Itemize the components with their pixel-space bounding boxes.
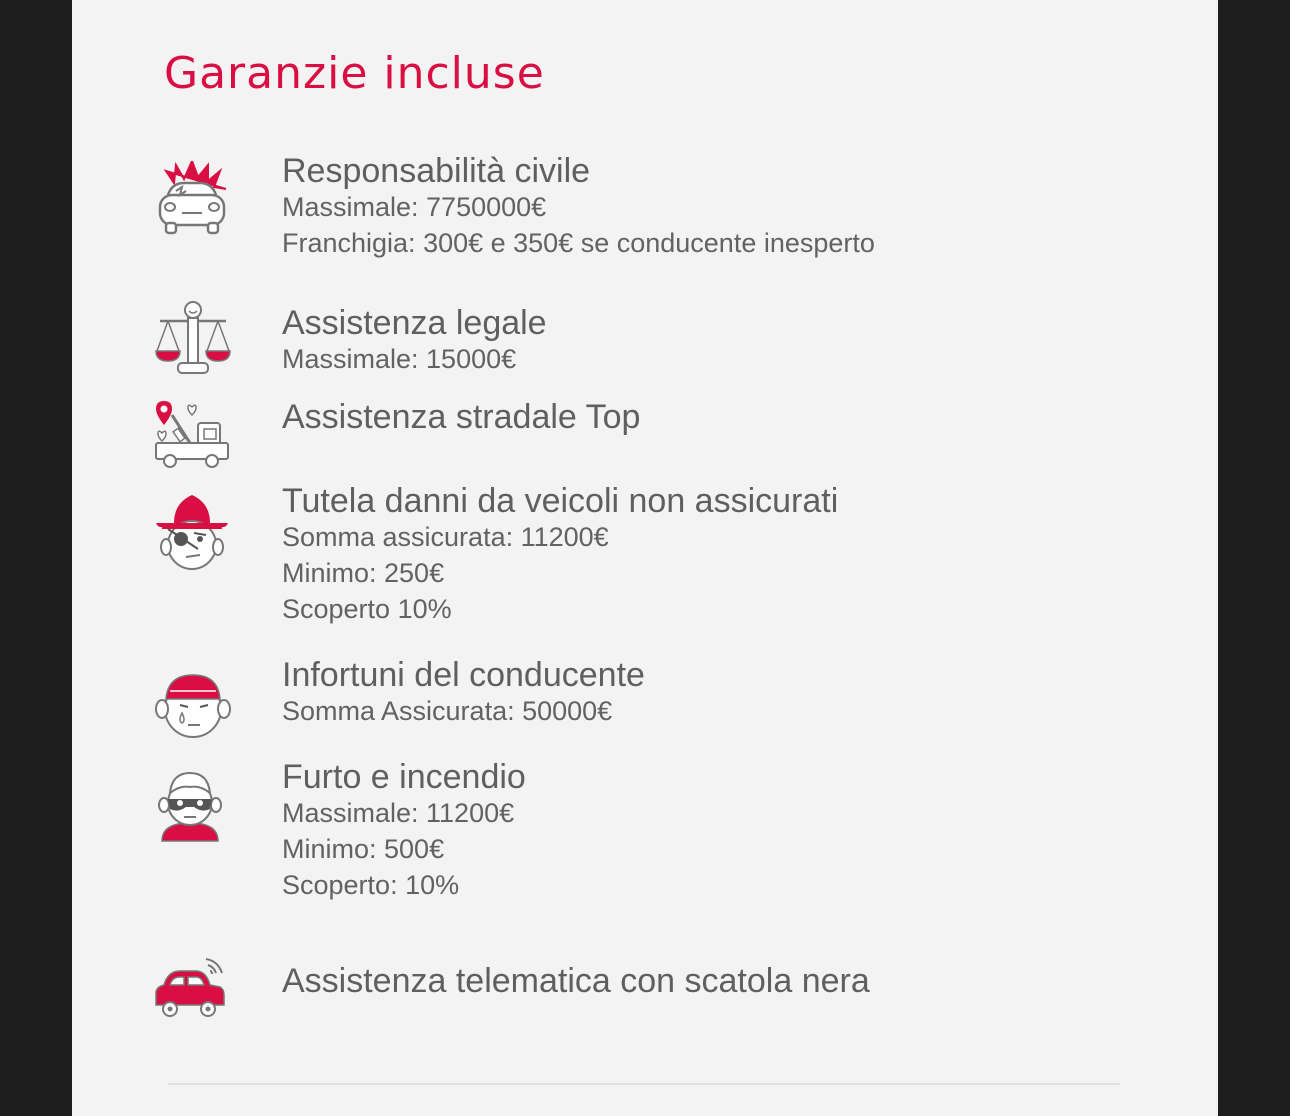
- guarantee-title: Assistenza legale: [282, 304, 547, 342]
- divider: [168, 1083, 1120, 1085]
- pirate-icon: [154, 493, 230, 571]
- guarantee-detail: Franchigia: 300€ e 350€ se conducente inesperto: [282, 228, 875, 258]
- scales-icon: [154, 301, 232, 377]
- guarantee-detail: Massimale: 7750000€: [282, 192, 547, 222]
- guarantee-detail: Somma assicurata: 11200€: [282, 522, 609, 552]
- thief-icon: [154, 771, 226, 845]
- injured-driver-icon: [154, 671, 232, 741]
- guarantees-panel: [72, 0, 1218, 1116]
- guarantee-title: Tutela danni da veicoli non assicurati: [282, 482, 839, 520]
- guarantee-title: Infortuni del conducente: [282, 656, 645, 694]
- tow-truck-icon: [154, 399, 232, 471]
- guarantee-detail: Minimo: 500€: [282, 834, 445, 864]
- connected-car-icon: [154, 955, 228, 1021]
- guarantee-detail: Massimale: 11200€: [282, 798, 515, 828]
- car-crash-icon: [154, 161, 230, 241]
- guarantee-title: Assistenza stradale Top: [282, 398, 641, 436]
- guarantee-detail: Scoperto: 10%: [282, 870, 460, 900]
- guarantee-title: Responsabilità civile: [282, 152, 591, 190]
- guarantee-title: Furto e incendio: [282, 758, 526, 796]
- guarantee-detail: Minimo: 250€: [282, 558, 445, 588]
- guarantee-title: Assistenza telematica con scatola nera: [282, 962, 870, 1000]
- guarantee-detail: Massimale: 15000€: [282, 344, 517, 374]
- guarantee-detail: Somma Assicurata: 50000€: [282, 696, 613, 726]
- guarantee-detail: Scoperto 10%: [282, 594, 452, 624]
- section-title: Garanzie incluse: [164, 48, 545, 99]
